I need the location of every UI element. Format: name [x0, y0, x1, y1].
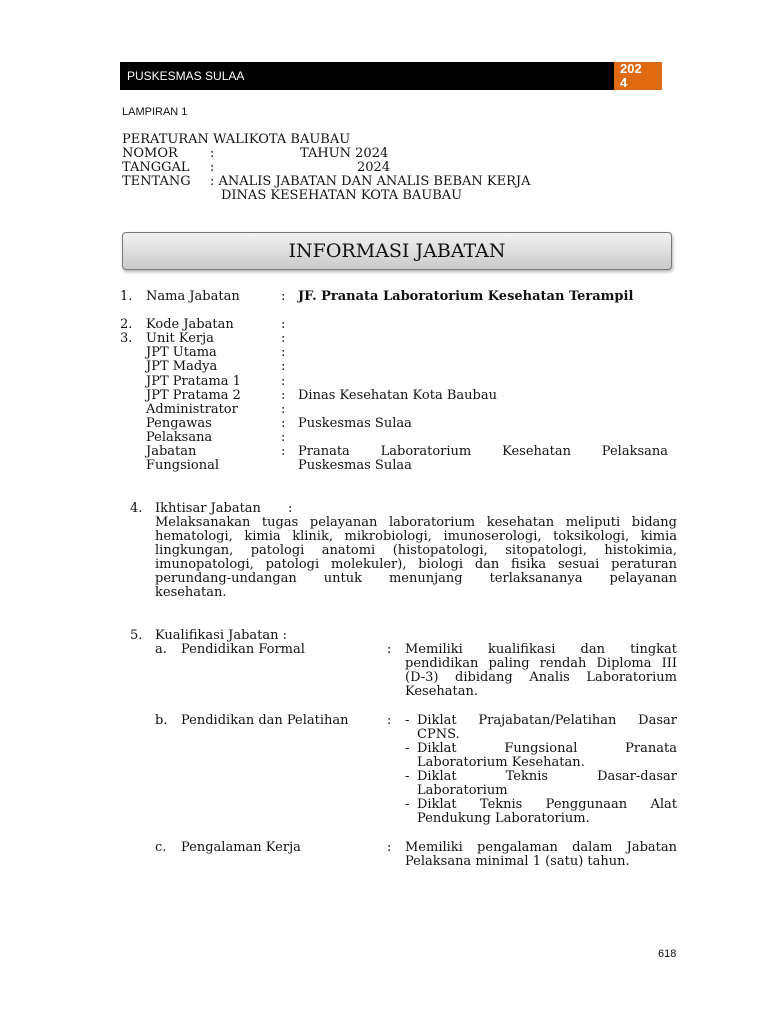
field-3-number: 3.: [120, 331, 133, 346]
pendidikan-pelatihan-colon: :: [387, 713, 392, 728]
lampiran-label: LAMPIRAN 1: [122, 106, 188, 118]
field-jabatan-colon: :: [281, 444, 286, 459]
field-2-colon: :: [281, 317, 286, 332]
field-jpt-utama-label: JPT Utama: [146, 345, 217, 360]
field-administrator-colon: :: [281, 402, 286, 417]
ikhtisar-colon: :: [288, 501, 293, 516]
field-unit-kerja-label: Unit Kerja: [146, 331, 214, 346]
ikhtisar-line: lingkungan, patologi anatomi (histopatologi, sitopatologi, histokimia,: [155, 543, 677, 558]
ikhtisar-line: hematologi, kimia klinik, mikrobiologi, imunoserologi, toksikologi, kimia: [155, 529, 677, 544]
diklat-bullet: -: [405, 797, 410, 812]
diklat-item-line: Diklat Teknis Dasar-dasar: [417, 769, 677, 784]
diklat-bullet: -: [405, 713, 410, 728]
pendidikan-formal-line: pendidikan paling rendah Diploma III: [405, 656, 677, 671]
kualifikasi-b-letter: b.: [155, 713, 168, 728]
field-jabatan-label: Jabatan: [146, 444, 197, 459]
field-nama-jabatan-label: Nama Jabatan: [146, 289, 240, 304]
field-1-number: 1.: [120, 289, 133, 304]
tanggal-label: TANGGAL: [122, 160, 190, 175]
kualifikasi-label: Kualifikasi Jabatan :: [155, 628, 288, 643]
field-pengawas-colon: :: [281, 416, 286, 431]
header-year: [614, 62, 662, 90]
section-title: INFORMASI JABATAN: [288, 240, 506, 262]
field-jpt-pratama2-colon: :: [281, 388, 286, 403]
header-year-line1: 202: [620, 61, 642, 76]
diklat-item-line: Pendukung Laboratorium.: [417, 811, 590, 826]
field-2-number: 2.: [120, 317, 133, 332]
field-jpt-madya-colon: :: [281, 359, 286, 374]
ikhtisar-line: Melaksanakan tugas pelayanan laboratorium kesehatan meliputi bidang: [155, 515, 677, 530]
diklat-item-line: CPNS.: [417, 727, 460, 742]
pendidikan-formal-label: Pendidikan Formal: [181, 642, 305, 657]
tentang-value-1: : ANALIS JABATAN DAN ANALIS BEBAN KERJA: [210, 174, 531, 189]
field-pengawas-label: Pengawas: [146, 416, 212, 431]
page-number: 618: [658, 948, 677, 960]
section-title-box: [122, 232, 672, 270]
field-pengawas-value: Puskesmas Sulaa: [298, 416, 412, 431]
ikhtisar-line: perundang-undangan untuk menunjang terlaksananya pelayanan: [155, 571, 677, 586]
field-1-colon: :: [281, 289, 286, 304]
ikhtisar-number: 4.: [130, 501, 143, 516]
field-jabatan-fungsional-value-1: Pranata Laboratorium Kesehatan Pelaksana: [298, 444, 668, 459]
regulation-title: PERATURAN WALIKOTA BAUBAU: [122, 132, 351, 147]
field-fungsional-label: Fungsional: [146, 458, 220, 473]
kualifikasi-a-letter: a.: [155, 642, 167, 657]
pendidikan-formal-line: Kesehatan.: [405, 684, 479, 699]
diklat-bullet: -: [405, 769, 410, 784]
field-jpt-utama-colon: :: [281, 345, 286, 360]
diklat-bullet: -: [405, 741, 410, 756]
diklat-item-line: Diklat Fungsional Pranata: [417, 741, 677, 756]
field-3-colon: :: [281, 331, 286, 346]
nomor-label: NOMOR: [122, 146, 178, 161]
tanggal-value: 2024: [357, 160, 391, 175]
diklat-item-line: Diklat Prajabatan/Pelatihan Dasar: [417, 713, 677, 728]
field-jpt-madya-label: JPT Madya: [146, 359, 218, 374]
tentang-label: TENTANG: [122, 174, 191, 189]
pengalaman-kerja-line: Pelaksana minimal 1 (satu) tahun.: [405, 854, 630, 869]
nomor-value: TAHUN 2024: [300, 146, 389, 161]
ikhtisar-line: imunopatologi, patologi molekuler), biologi dan fisika sesuai peraturan: [155, 557, 677, 572]
field-jpt-pratama2-label: JPT Pratama 2: [146, 388, 241, 403]
pendidikan-formal-colon: :: [387, 642, 392, 657]
field-nama-jabatan-value: JF. Pranata Laboratorium Kesehatan Terampil: [298, 289, 634, 304]
pengalaman-kerja-label: Pengalaman Kerja: [181, 840, 301, 855]
header-title: PUSKESMAS SULAA: [127, 69, 245, 83]
pengalaman-kerja-line: Memiliki pengalaman dalam Jabatan: [405, 840, 677, 855]
field-jpt-pratama2-value: Dinas Kesehatan Kota Baubau: [298, 388, 497, 403]
field-jpt-pratama1-label: JPT Pratama 1: [146, 374, 241, 389]
diklat-item-line: Diklat Teknis Penggunaan Alat: [417, 797, 677, 812]
ikhtisar-line: kesehatan.: [155, 585, 227, 600]
field-kode-jabatan-label: Kode Jabatan: [146, 317, 234, 332]
field-pelaksana-label: Pelaksana: [146, 430, 213, 445]
field-jpt-pratama1-colon: :: [281, 374, 286, 389]
field-jabatan-fungsional-value-2: Puskesmas Sulaa: [298, 458, 412, 473]
pendidikan-pelatihan-label: Pendidikan dan Pelatihan: [181, 713, 349, 728]
kualifikasi-c-letter: c.: [155, 840, 167, 855]
tanggal-colon: :: [210, 160, 215, 175]
diklat-item-line: Laboratorium Kesehatan.: [417, 755, 585, 770]
nomor-colon: :: [210, 146, 215, 161]
field-administrator-label: Administrator: [146, 402, 238, 417]
pengalaman-kerja-colon: :: [387, 840, 392, 855]
header-year-line2: 4: [620, 75, 628, 90]
pendidikan-formal-line: Memiliki kualifikasi dan tingkat: [405, 642, 677, 657]
tentang-value-2: DINAS KESEHATAN KOTA BAUBAU: [221, 188, 463, 203]
pendidikan-formal-line: (D-3) dibidang Analis Laboratorium: [405, 670, 677, 685]
diklat-item-line: Laboratorium: [417, 783, 508, 798]
kualifikasi-number: 5.: [130, 628, 143, 643]
ikhtisar-label: Ikhtisar Jabatan: [155, 501, 261, 516]
field-pelaksana-colon: :: [281, 430, 286, 445]
